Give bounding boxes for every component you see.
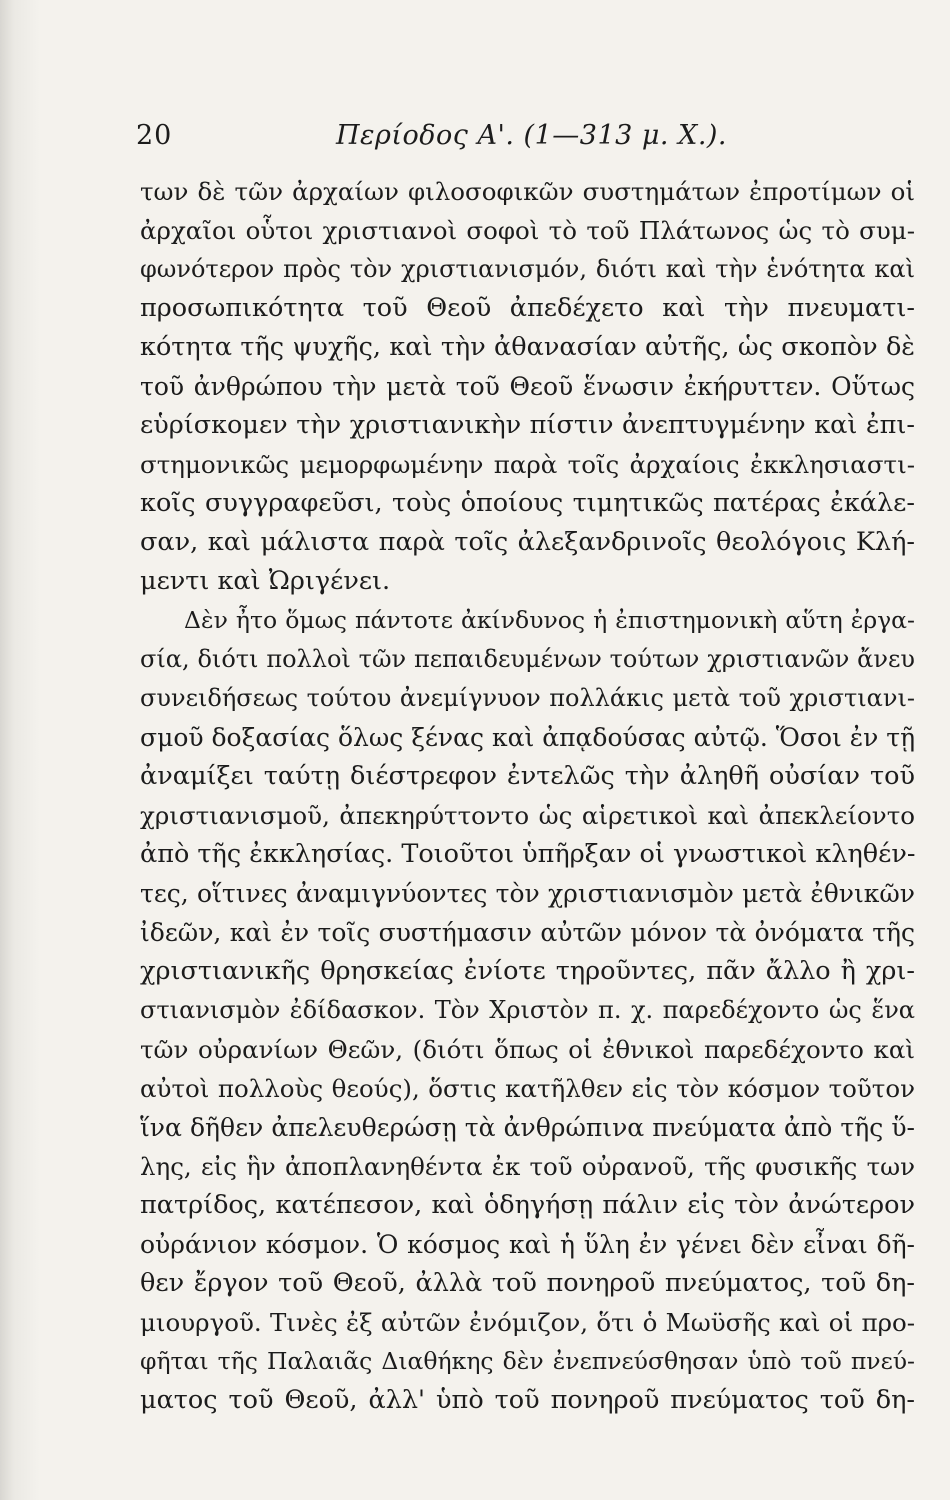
text-line: λης, εἰς ἣν ἀποπλανηθέντα ἐκ τοῦ οὐρανοῦ, τῆς φυσικῆς των <box>140 1152 915 1181</box>
text-line: χριστιανισμοῦ, ἀπεκηρύττοντο ὡς αἱρετικοὶ καὶ ἀπεκλείοντο <box>140 801 915 830</box>
text-line: ἵνα δῆθεν ἀπελευθερώσῃ τὰ ἀνθρώπινα πνεύματα ἀπὸ τῆς ὕ- <box>140 1113 915 1142</box>
text-line: συνειδήσεως τούτου ἀνεμίγνυον πολλάκις μετὰ τοῦ χριστιανι- <box>140 684 915 712</box>
text-line: Δὲν ἦτο ὅμως πάντοτε ἀκίνδυνος ἡ ἐπιστημονικὴ αὕτη ἐργα- <box>184 606 915 634</box>
text-line: ἀπὸ τῆς ἐκκλησίας. Τοιοῦτοι ὑπῆρξαν οἱ γνωστικοὶ κληθέν- <box>140 839 916 869</box>
text-line: ματος τοῦ Θεοῦ, ἀλλ' ὑπὸ τοῦ πονηροῦ πνεύματος τοῦ δη- <box>140 1385 915 1415</box>
text-line: ἀρχαῖοι οὗτοι χριστιανοὶ σοφοὶ τὸ τοῦ Πλάτωνος ὡς τὸ συμ- <box>140 216 915 245</box>
text-line: σία, διότι πολλοὶ τῶν πεπαιδευμένων τούτων χριστιανῶν ἄνευ <box>140 645 915 673</box>
page-number: 20 <box>136 120 173 151</box>
text-line: κότητα τῆς ψυχῆς, καὶ τὴν ἀθανασίαν αὐτῆς, ὡς σκοπὸν δὲ <box>140 332 915 362</box>
text-line: κοῖς συγγραφεῦσι, τοὺς ὁποίους τιμητικῶς πατέρας ἐκάλε- <box>140 488 915 518</box>
text-line: πατρίδος, κατέπεσον, καὶ ὁδηγήσῃ πάλιν εἰς τὸν ἀνώτερον <box>140 1190 915 1220</box>
text-line: μεντι καὶ Ὠριγένει. <box>140 566 391 596</box>
text-line: τες, οἵτινες ἀναμιγνύοντες τὸν χριστιανισμὸν μετὰ ἐθνικῶν <box>140 879 915 908</box>
text-line: φῆται τῆς Παλαιᾶς Διαθήκης δὲν ἐνεπνεύσθησαν ὑπὸ τοῦ πνεύ- <box>140 1347 915 1375</box>
text-line: σαν, καὶ μάλιστα παρὰ τοῖς ἀλεξανδρινοῖς θεολόγοις Κλή- <box>140 527 915 557</box>
text-line: μιουργοῦ. Τινὲς ἐξ αὐτῶν ἐνόμιζον, ὅτι ὁ Μωϋσῆς καὶ οἱ προ- <box>140 1308 915 1337</box>
text-line: ἰδεῶν, καὶ ἐν τοῖς συστήμασιν αὐτῶν μόνον τὰ ὀνόματα τῆς <box>140 918 915 947</box>
body-text <box>140 172 915 1420</box>
text-line: χριστιανικῆς θρησκείας ἐνίοτε τηροῦντες, πᾶν ἄλλο ἢ χρι- <box>140 956 915 986</box>
text-line: στιανισμὸν ἐδίδασκον. Τὸν Χριστὸν π. χ. παρεδέχοντο ὡς ἕνα <box>140 996 915 1024</box>
text-line: τῶν οὐρανίων Θεῶν, (διότι ὅπως οἱ ἐθνικοὶ παρεδέχοντο καὶ <box>140 1035 915 1064</box>
text-line: των δὲ τῶν ἀρχαίων φιλοσοφικῶν συστημάτων ἐπροτίμων οἱ <box>140 177 915 206</box>
text-line: στημονικῶς μεμορφωμένην παρὰ τοῖς ἀρχαίοις ἐκκλησιαστι- <box>140 450 915 479</box>
text-line: ἀναμίξει ταύτῃ διέστρεφον ἐντελῶς τὴν ἀληθῆ οὐσίαν τοῦ <box>140 761 915 791</box>
text-line: θεν ἔργον τοῦ Θεοῦ, ἀλλὰ τοῦ πονηροῦ πνεύματος, τοῦ δη- <box>140 1268 915 1298</box>
text-line: εὑρίσκομεν τὴν χριστιανικὴν πίστιν ἀνεπτυγμένην καὶ ἐπι- <box>140 410 915 440</box>
text-line: αὐτοὶ πολλοὺς θεούς), ὅστις κατῆλθεν εἰς τὸν κόσμον τοῦτον <box>140 1074 915 1103</box>
text-line: σμοῦ δοξασίας ὅλως ξένας καὶ ἀπᾳδούσας αὐτῷ. Ὅσοι ἐν τῇ <box>140 723 916 752</box>
text-line: οὐράνιον κόσμον. Ὁ κόσμος καὶ ἡ ὕλη ἐν γένει δὲν εἶναι δῆ- <box>140 1230 915 1259</box>
running-title: Περίοδος Α'. (1—313 μ. Χ.). <box>336 120 728 151</box>
text-line: φωνότερον πρὸς τὸν χριστιανισμόν, διότι καὶ τὴν ἑνότητα καὶ <box>140 255 915 283</box>
text-line: τοῦ ἀνθρώπου τὴν μετὰ τοῦ Θεοῦ ἕνωσιν ἐκήρυττεν. Οὕτως <box>140 372 915 401</box>
text-line: προσωπικότητα τοῦ Θεοῦ ἀπεδέχετο καὶ τὴν πνευματι- <box>140 293 915 323</box>
page-header <box>136 120 926 164</box>
